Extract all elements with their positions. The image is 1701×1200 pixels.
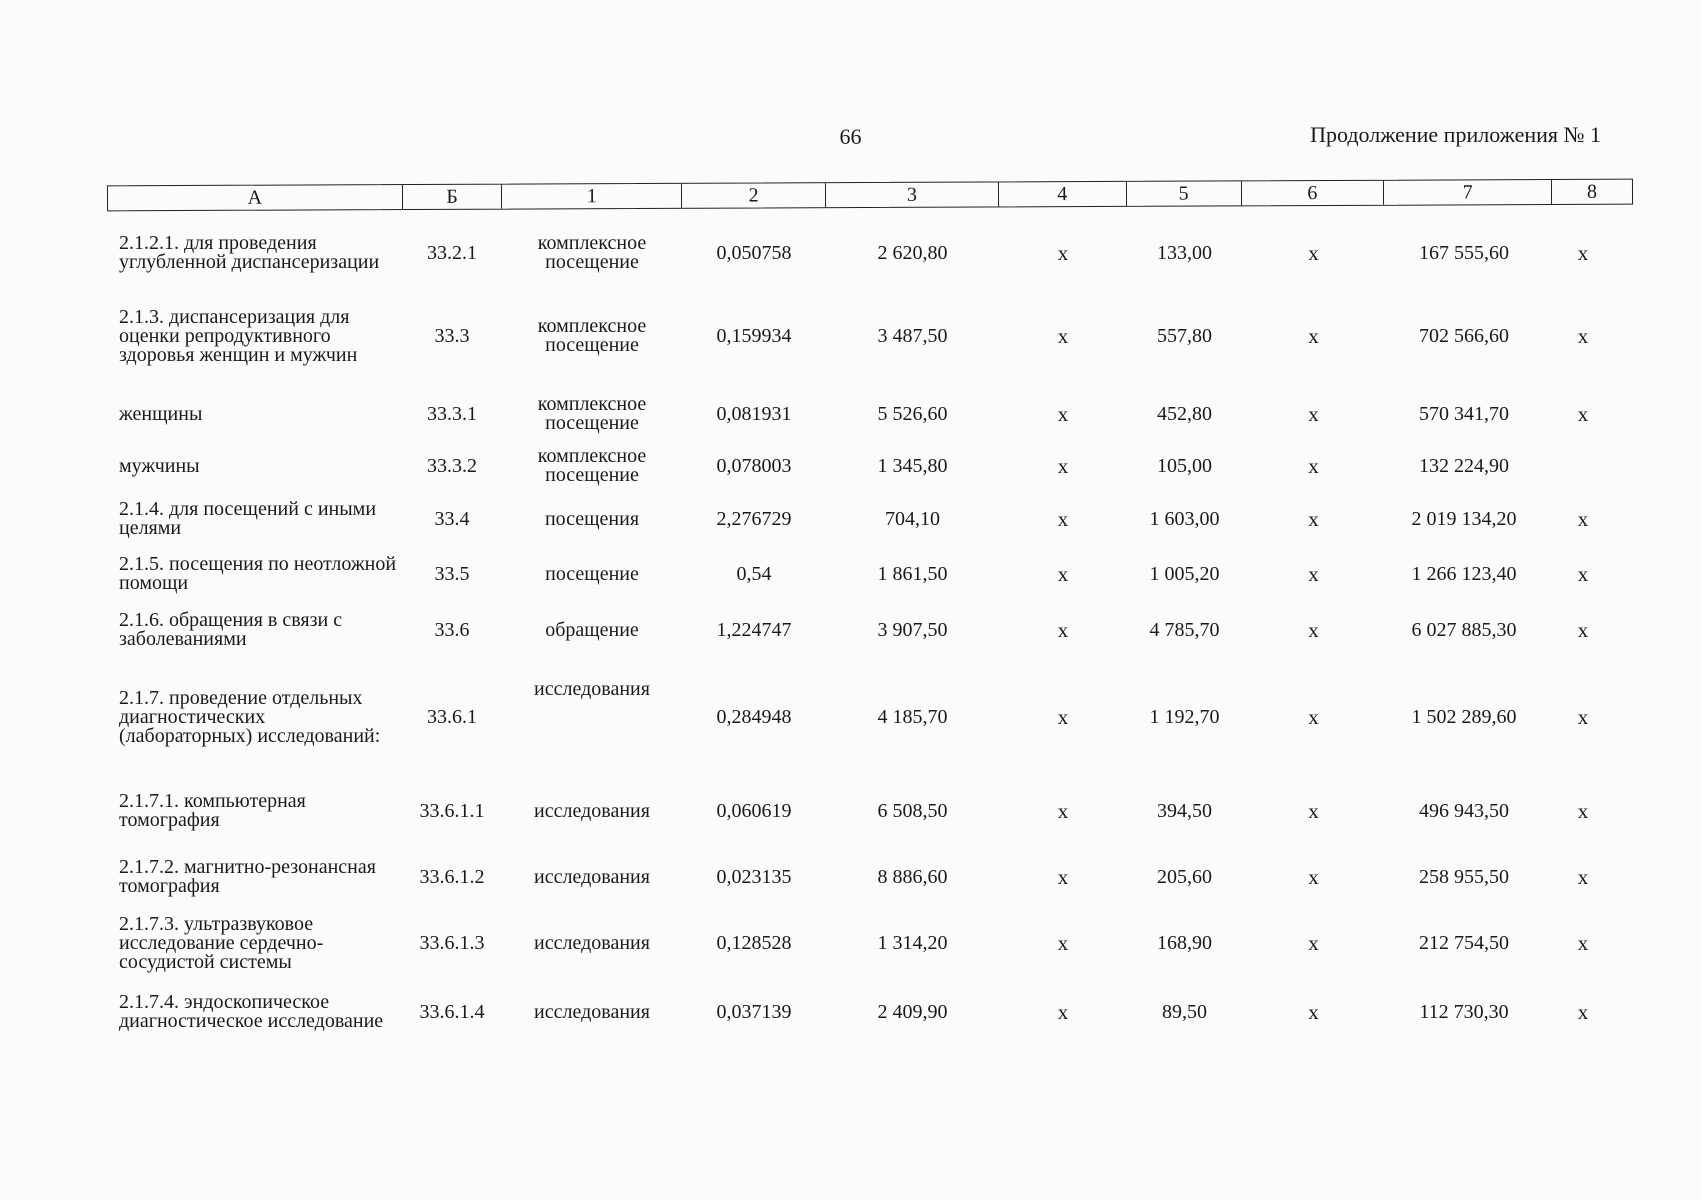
row-col4: х <box>1057 930 1069 955</box>
row-name: 2.1.7.3. ультразвуковое исследование сердечно-сосудистой системы <box>119 912 324 973</box>
row-col5: 133,00 <box>1157 241 1212 264</box>
row-col3: 1 345,80 <box>877 454 948 477</box>
row-col3: 704,10 <box>885 507 940 530</box>
row-col5: 1 603,00 <box>1149 507 1220 530</box>
row-code: 33.6.1.3 <box>419 931 485 954</box>
row-col3: 1 861,50 <box>877 562 948 585</box>
row-code: 33.5 <box>434 562 470 585</box>
row-unit: комплексное посещение <box>537 393 647 434</box>
row-col4: х <box>1057 617 1069 642</box>
row-col6: х <box>1308 617 1319 642</box>
page-number-text: 66 <box>839 124 862 149</box>
row-col8: х <box>1577 999 1589 1024</box>
column-header-2: 2 <box>682 183 826 208</box>
row-col6: х <box>1308 506 1319 531</box>
row-col5: 557,80 <box>1157 324 1212 347</box>
row-code: 33.6.1 <box>427 705 477 728</box>
table-row <box>107 388 1633 440</box>
column-header-1: 1 <box>502 184 682 209</box>
table-row <box>107 440 1633 492</box>
row-name: 2.1.4. для посещений с иными целями <box>119 498 377 539</box>
row-col4: х <box>1057 240 1069 265</box>
row-col4: х <box>1057 704 1069 729</box>
row-name: женщины <box>119 402 203 425</box>
table-row <box>107 846 1633 908</box>
row-code: 33.4 <box>434 507 470 530</box>
row-col6: х <box>1308 999 1319 1024</box>
row-name: 2.1.7.4. эндоскопическое диагностическое исследование <box>119 991 384 1032</box>
row-col7: 570 341,70 <box>1419 402 1509 425</box>
row-col6: х <box>1308 704 1319 729</box>
row-unit: обращение <box>545 618 639 641</box>
row-col2: 0,081931 <box>716 402 792 425</box>
table-header <box>107 179 1633 212</box>
row-name: мужчины <box>119 454 200 477</box>
row-col6: х <box>1308 240 1319 265</box>
row-col6: х <box>1308 453 1319 478</box>
row-col5: 1 192,70 <box>1149 705 1220 728</box>
column-header-3: 3 <box>826 182 999 207</box>
table-row <box>107 602 1633 658</box>
row-unit: исследования <box>534 1000 650 1023</box>
row-col7: 258 955,50 <box>1419 865 1509 888</box>
table-body <box>107 222 1633 1046</box>
row-col8: х <box>1577 240 1589 265</box>
row-col6: х <box>1308 401 1319 426</box>
table-row <box>107 222 1633 284</box>
row-col7: 496 943,50 <box>1419 799 1509 822</box>
row-col8: х <box>1577 323 1589 348</box>
row-col4: х <box>1057 999 1069 1024</box>
column-header-5: 5 <box>1127 181 1242 206</box>
table-row <box>107 908 1633 978</box>
row-name: 2.1.2.1. для проведения углубленной диспансеризации <box>119 232 380 273</box>
row-col5: 1 005,20 <box>1149 562 1220 585</box>
row-col6: х <box>1308 798 1319 823</box>
table-row <box>107 776 1633 846</box>
row-col3: 5 526,60 <box>877 402 948 425</box>
row-code: 33.3 <box>434 324 470 347</box>
row-col7: 1 502 289,60 <box>1411 705 1517 728</box>
row-col2: 0,54 <box>736 562 772 585</box>
column-header-a: А <box>108 185 403 210</box>
row-col7: 6 027 885,30 <box>1411 618 1517 641</box>
row-col2: 0,060619 <box>716 799 792 822</box>
row-col3: 3 907,50 <box>877 618 948 641</box>
row-col3: 6 508,50 <box>877 799 948 822</box>
row-col6: х <box>1308 323 1319 348</box>
row-code: 33.6.1.4 <box>419 1000 485 1023</box>
row-col8: х <box>1577 798 1589 823</box>
table-row <box>107 492 1633 546</box>
row-col4: х <box>1057 798 1069 823</box>
row-col5: 89,50 <box>1162 1000 1207 1023</box>
row-code: 33.3.1 <box>427 402 477 425</box>
row-col8: х <box>1577 864 1589 889</box>
row-col6: х <box>1308 561 1319 586</box>
row-col2: 0,037139 <box>716 1000 792 1023</box>
row-code: 33.2.1 <box>427 241 477 264</box>
row-col2: 0,050758 <box>716 241 792 264</box>
row-col4: х <box>1057 323 1069 348</box>
row-col8: х <box>1577 401 1589 426</box>
row-name: 2.1.6. обращения в связи с заболеваниями <box>119 609 343 650</box>
column-header-8: 8 <box>1586 180 1598 203</box>
row-unit: комплексное посещение <box>537 315 647 356</box>
row-col4: х <box>1057 453 1069 478</box>
table-row <box>107 978 1633 1046</box>
row-col7: 2 019 134,20 <box>1411 507 1517 530</box>
row-unit: посещения <box>544 507 640 530</box>
row-col8: х <box>1577 561 1589 586</box>
row-col4: х <box>1057 506 1069 531</box>
table-row <box>107 546 1633 602</box>
row-col2: 0,023135 <box>716 865 792 888</box>
row-col5: 452,80 <box>1157 402 1212 425</box>
column-header-4: 4 <box>999 182 1127 207</box>
row-col2: 0,128528 <box>716 931 792 954</box>
row-col7: 212 754,50 <box>1419 931 1509 954</box>
row-col2: 0,159934 <box>716 324 792 347</box>
row-name: 2.1.7. проведение отдельных диагностических (лабораторных) исследований: <box>119 686 381 747</box>
row-col7: 1 266 123,40 <box>1411 562 1517 585</box>
row-unit: исследования <box>534 678 650 700</box>
column-header-b: Б <box>403 185 503 209</box>
row-code: 33.3.2 <box>427 454 477 477</box>
row-unit: посещение <box>545 562 639 585</box>
row-col8: х <box>1577 617 1589 642</box>
row-col8: х <box>1577 506 1589 531</box>
row-col3: 2 620,80 <box>877 241 948 264</box>
row-unit: комплексное посещение <box>537 232 647 273</box>
row-col7: 112 730,30 <box>1419 1000 1509 1023</box>
row-col3: 4 185,70 <box>877 705 948 728</box>
row-name: 2.1.7.1. компьютерная томография <box>119 790 306 831</box>
row-col2: 2,276729 <box>716 507 792 530</box>
continuation-label: Продолжение приложения № 1 <box>1310 122 1601 147</box>
row-name: 2.1.5. посещения по неотложной помощи <box>119 553 397 594</box>
row-col4: х <box>1057 864 1069 889</box>
row-col6: х <box>1308 930 1319 955</box>
column-header-6: 6 <box>1241 181 1384 206</box>
row-unit: исследования <box>534 865 650 888</box>
row-col3: 8 886,60 <box>877 865 948 888</box>
row-col8: х <box>1577 704 1589 729</box>
row-col5: 105,00 <box>1157 454 1212 477</box>
row-col5: 394,50 <box>1157 799 1212 822</box>
row-code: 33.6 <box>434 618 470 641</box>
row-name: 2.1.7.2. магнитно-резонансная томография <box>119 856 376 897</box>
table-row <box>107 658 1633 776</box>
row-unit: исследования <box>534 931 650 954</box>
row-col2: 0,078003 <box>716 454 792 477</box>
column-header-7: 7 <box>1384 180 1552 205</box>
row-col5: 168,90 <box>1157 931 1212 954</box>
row-col7: 167 555,60 <box>1419 241 1509 264</box>
row-unit: комплексное посещение <box>537 445 647 486</box>
row-col4: х <box>1057 401 1069 426</box>
row-col3: 2 409,90 <box>877 1000 948 1023</box>
row-col2: 1,224747 <box>716 618 792 641</box>
row-unit: исследования <box>534 799 650 822</box>
row-code: 33.6.1.2 <box>419 865 485 888</box>
row-col3: 1 314,20 <box>877 931 948 954</box>
row-code: 33.6.1.1 <box>419 799 485 822</box>
row-col4: х <box>1057 561 1069 586</box>
row-col5: 205,60 <box>1157 865 1212 888</box>
row-col6: х <box>1308 864 1319 889</box>
row-col8: х <box>1577 930 1589 955</box>
row-col7: 132 224,90 <box>1419 454 1509 477</box>
table-row <box>107 284 1633 388</box>
row-col5: 4 785,70 <box>1149 618 1220 641</box>
row-col2: 0,284948 <box>716 705 792 728</box>
row-name: 2.1.3. диспансеризация для оценки репродуктивного здоровья женщин и мужчин <box>119 305 358 366</box>
row-col7: 702 566,60 <box>1419 324 1509 347</box>
row-col3: 3 487,50 <box>877 324 948 347</box>
